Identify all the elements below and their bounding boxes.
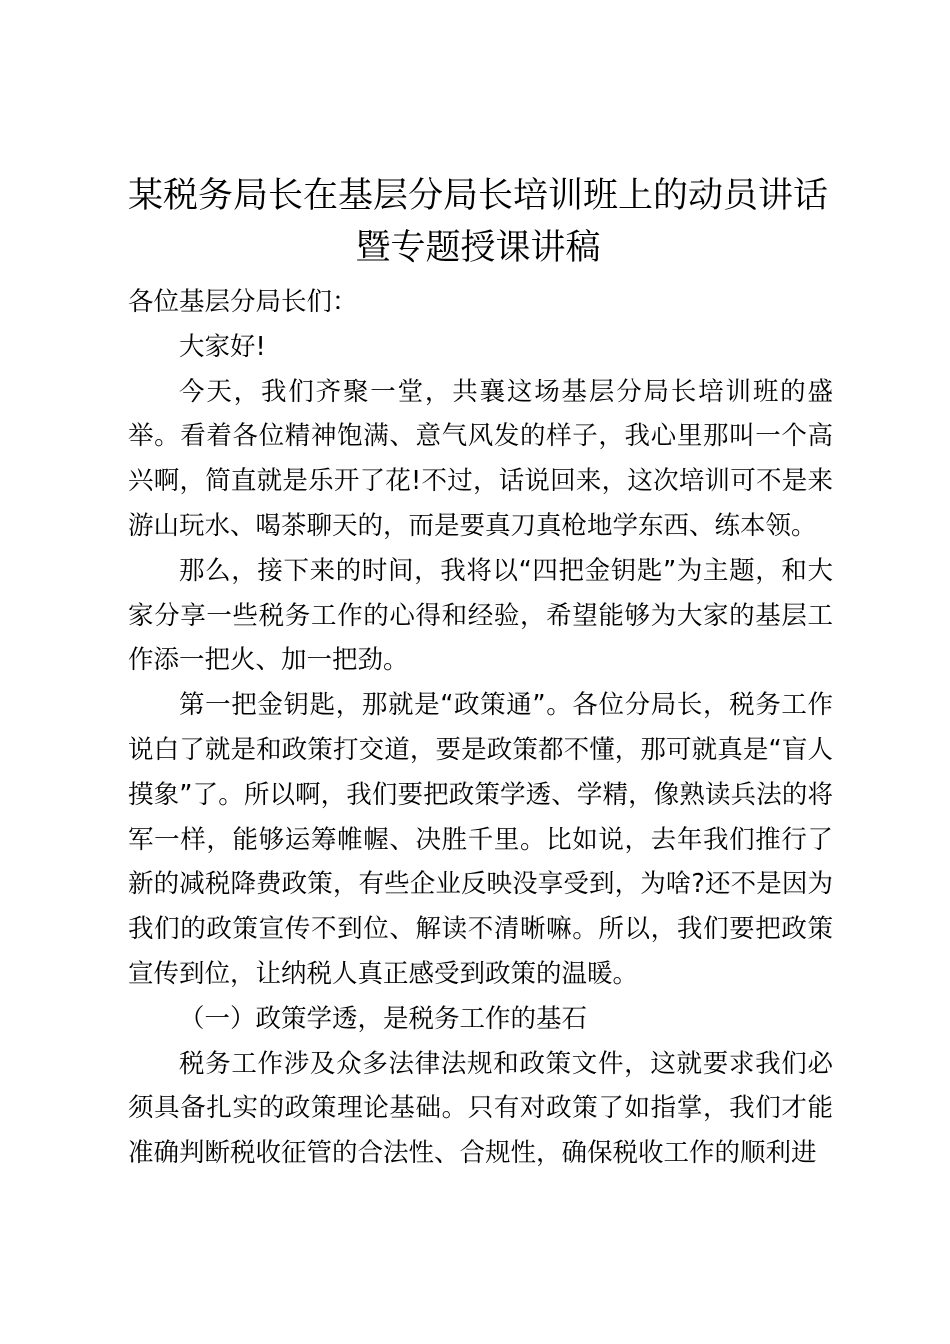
paragraph-opening: 今天，我们齐聚一堂，共襄这场基层分局长培训班的盛举。看着各位精神饱满、意气风发的样子，我心里那叫一个高兴啊，简直就是乐开了花!不过，话说回来，这次培训可不是来游山玩水、喝茶聊天的，而是要真刀真枪地学东西、练本领。	[128, 376, 833, 541]
paragraph-theme: 那么，接下来的时间，我将以“四把金钥匙”为主题，和大家分享一些税务工作的心得和经验，希望能够为大家的基层工作添一把火、加一把劲。	[128, 555, 833, 676]
document-title	[120, 170, 836, 274]
section-heading-1: （一）政策学透，是税务工作的基石	[179, 1003, 588, 1034]
paragraph-greeting: 大家好!	[179, 331, 266, 362]
paragraph-section-1: 税务工作涉及众多法律法规和政策文件，这就要求我们必须具备扎实的政策理论基础。只有对政策了如指掌，我们才能准确判断税收征管的合法性、合规性，确保税收工作的顺利进	[128, 1048, 833, 1169]
document-body	[128, 280, 833, 1176]
salutation: 各位基层分局长们：	[128, 287, 358, 317]
title-line-2: 暨专题授课讲稿	[355, 228, 601, 268]
paragraph-first-key: 第一把金钥匙，那就是“政策通”。各位分局长，税务工作说白了就是和政策打交道，要是政策都不懂，那可就真是“盲人摸象”了。所以啊，我们要把政策学透、学精，像熟读兵法的将军一样，能够运筹帷幄、决胜千里。比如说，去年我们推行了新的减税降费政策，有些企业反映没享受到，为啥?还不是因为我们的政策宣传不到位、解读不清晰嘛。所以，我们要把政策宣传到位，让纳税人真正感受到政策的温暖。	[128, 690, 833, 989]
title-line-1: 某税务局长在基层分局长培训班上的动员讲话	[127, 176, 828, 216]
